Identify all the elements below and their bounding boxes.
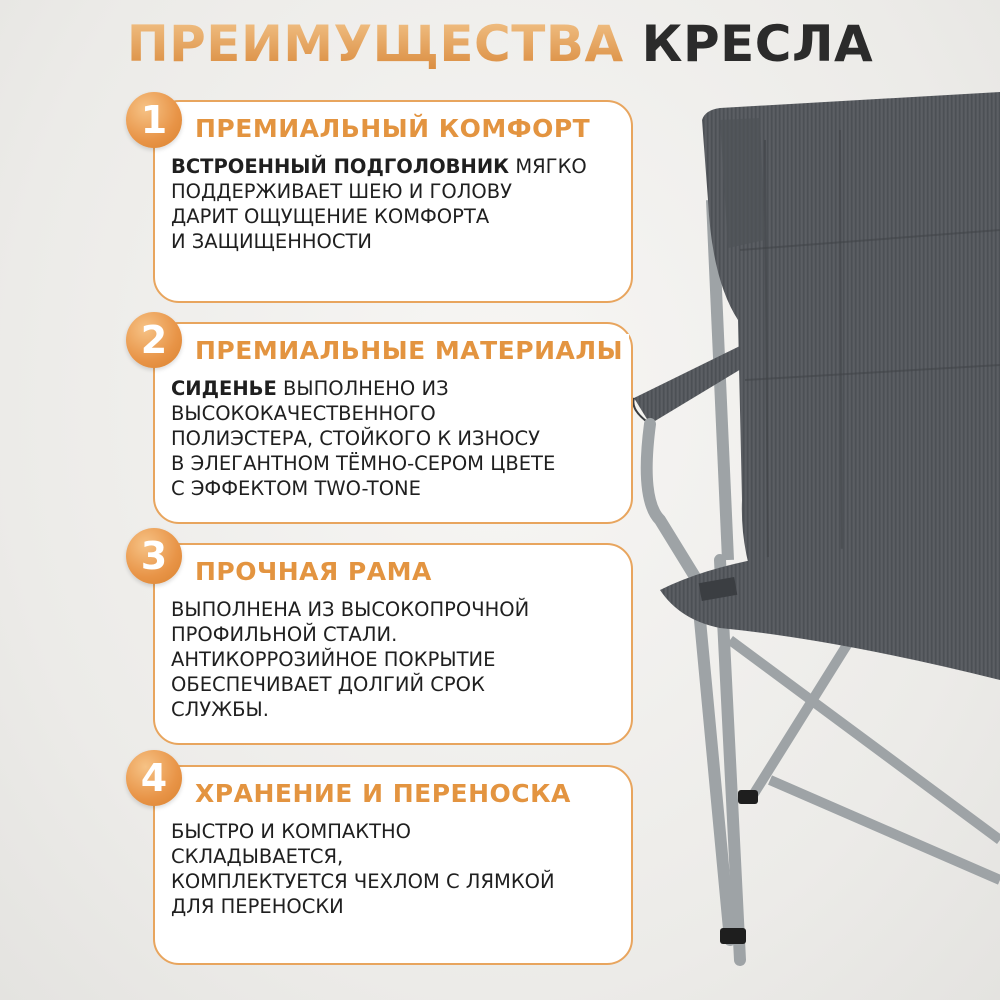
feature-description [171,819,621,919]
feature-heading: ХРАНЕНИЕ И ПЕРЕНОСКА [191,777,577,811]
feature-line: С ЭФФЕКТОМ TWO-TONE [171,477,421,500]
feature-description [171,597,621,722]
feature-number-badge-3: 3 [126,528,182,584]
feature-line: ВЫПОЛНЕНА ИЗ ВЫСОКОПРОЧНОЙ [171,598,530,621]
feature-line: ВЫПОЛНЕНО ИЗ [283,377,449,400]
feature-line: МЯГКО [515,155,587,178]
feature-bold-lead: СИДЕНЬЕ [171,377,277,400]
page-title [0,14,1000,74]
feature-line: ОБЕСПЕЧИВАЕТ ДОЛГИЙ СРОК [171,673,485,696]
feature-card-2 [153,322,633,524]
feature-line: ПРОФИЛЬНОЙ СТАЛИ. [171,623,398,646]
title-rest: КРЕСЛА [641,15,874,73]
feature-line: БЫСТРО И КОМПАКТНО [171,820,411,843]
feature-number-badge-2: 2 [126,312,182,368]
feature-line: ВЫСОКОКАЧЕСТВЕННОГО [171,402,436,425]
feature-line: ДАРИТ ОЩУЩЕНИЕ КОМФОРТА [171,205,490,228]
feature-line: ПОДДЕРЖИВАЕТ ШЕЮ И ГОЛОВУ [171,180,513,203]
feature-heading: ПРОЧНАЯ РАМА [191,555,438,589]
feature-description [171,376,621,501]
feature-heading: ПРЕМИАЛЬНЫЙ КОМФОРТ [191,112,596,146]
feature-heading: ПРЕМИАЛЬНЫЕ МАТЕРИАЛЫ [191,334,629,368]
folding-chair-image [620,80,1000,1000]
feature-description [171,154,621,254]
feature-number-badge-4: 4 [126,750,182,806]
feature-line: ПОЛИЭСТЕРА, СТОЙКОГО К ИЗНОСУ [171,427,540,450]
feature-card-3 [153,543,633,745]
feature-line: ДЛЯ ПЕРЕНОСКИ [171,895,344,918]
feature-card-4 [153,765,633,965]
feature-line: КОМПЛЕКТУЕТСЯ ЧЕХЛОМ С ЛЯМКОЙ [171,870,555,893]
feature-line: СЛУЖБЫ. [171,698,269,721]
feature-number-badge-1: 1 [126,92,182,148]
feature-bold-lead: ВСТРОЕННЫЙ ПОДГОЛОВНИК [171,155,510,178]
title-accent: ПРЕИМУЩЕСТВА [126,15,624,73]
feature-line: СКЛАДЫВАЕТСЯ, [171,845,344,868]
feature-card-1 [153,100,633,303]
feature-line: И ЗАЩИЩЕННОСТИ [171,230,372,253]
feature-line: АНТИКОРРОЗИЙНОЕ ПОКРЫТИЕ [171,648,496,671]
feature-line: В ЭЛЕГАНТНОМ ТЁМНО-СЕРОМ ЦВЕТЕ [171,452,556,475]
